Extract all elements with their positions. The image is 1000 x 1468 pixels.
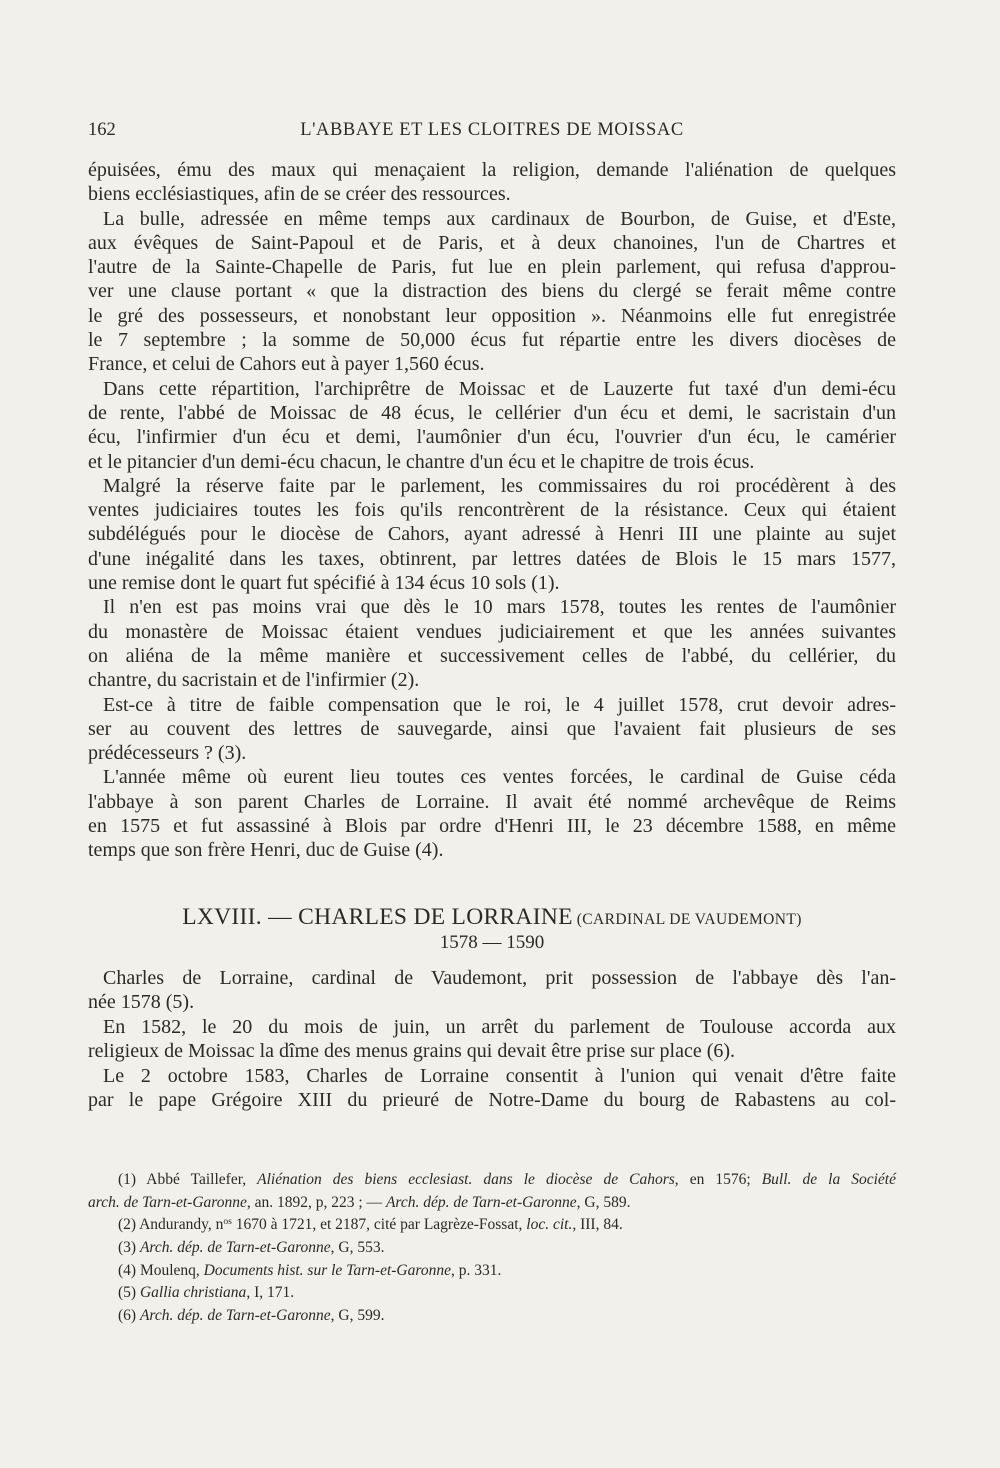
- text-line: Dans cette répartition, l'archiprêtre de Moissac et de Lauzerte fut taxé d'un demi-écu: [103, 377, 896, 400]
- footnote-citation-title: Documents hist. sur le Tarn-et-Garonne: [203, 1261, 451, 1279]
- main-text-before-heading: [88, 158, 896, 863]
- text-line: La bulle, adressée en même temps aux cardinaux de Bourbon, de Guise, et d'Este,: [103, 207, 896, 230]
- footnote-text: , G, 589.: [576, 1193, 631, 1211]
- footnote-text: , an. 1892, p, 223 ; —: [246, 1193, 386, 1211]
- text-line: subdélégués pour le diocèse de Cahors, ayant adressé à Henri III une plainte au sujet: [88, 523, 896, 546]
- text-line: écu, l'infirmier d'un écu et demi, l'aumônier d'un écu, l'ouvrier d'un écu, le camérier: [88, 426, 896, 449]
- text-line: Malgré la réserve faite par le parlement, les commissaires du roi procédèrent à des: [103, 474, 896, 497]
- text-line: une remise dont le quart fut spécifié à 134 écus 10 sols (1).: [88, 572, 560, 595]
- text-line: de rente, l'abbé de Moissac de 48 écus, le cellérier d'un écu et demi, le sacristain d'un: [88, 401, 896, 424]
- text-line: en 1575 et fut assassiné à Blois par ordre d'Henri III, le 23 décembre 1588, en même: [88, 815, 896, 838]
- footnote-line: [88, 1169, 896, 1192]
- footnote-line: [88, 1237, 896, 1260]
- footnote-text: (5): [118, 1284, 140, 1302]
- paragraph: [88, 765, 896, 862]
- text-line: ventes judiciaires toutes les fois qu'ils rencontrèrent de la résistance. Ceux qui étaient: [88, 499, 896, 522]
- text-line: et le pitancier d'un demi-écu chacun, le chantre d'un écu et le chapitre de trois écus.: [88, 450, 755, 473]
- text-line: Est-ce à titre de faible compensation que le roi, le 4 juillet 1578, crut devoir adres-: [103, 693, 896, 716]
- paragraph: [88, 595, 896, 692]
- paragraph: [88, 207, 896, 377]
- footnote: [88, 1237, 896, 1260]
- footnote-text: , G, 553.: [330, 1238, 385, 1256]
- text-line: prédécesseurs ? (3).: [88, 742, 247, 765]
- footnote: [88, 1282, 896, 1305]
- footnote: [88, 1305, 896, 1328]
- footnote-citation-title: Arch. dép. de Tarn-et-Garonne: [139, 1238, 331, 1256]
- footnote-text: os: [223, 1216, 232, 1228]
- footnote-citation-title: loc. cit.: [526, 1216, 573, 1234]
- paragraph: [88, 377, 896, 474]
- footnote-citation-title: Arch. dép. de Tarn-et-Garonne: [139, 1306, 331, 1324]
- footnote-citation-title: Aliénation des biens ecclesiast. dans le diocèse de Cahors: [257, 1171, 675, 1188]
- text-line: née 1578 (5).: [88, 991, 195, 1014]
- footnote: [88, 1169, 896, 1214]
- section-dates: 1578 — 1590: [439, 932, 545, 953]
- footnote-text: , G, 599.: [330, 1306, 385, 1324]
- footnote-line: [88, 1305, 896, 1328]
- text-line: du monastère de Moissac étaient vendues judiciairement et que les années suivantes: [88, 620, 896, 643]
- footnote-citation-title: arch. de Tarn-et-Garonne: [88, 1193, 247, 1211]
- text-line: le 7 septembre ; la somme de 50,000 écus fut répartie entre les divers diocèses de: [88, 329, 896, 352]
- text-line: En 1582, le 20 du mois de juin, un arrêt du parlement de Toulouse accorda aux: [103, 1015, 896, 1038]
- text-line: biens ecclésiastiques, afin de se créer des ressources.: [88, 183, 511, 206]
- text-line: religieux de Moissac la dîme des menus grains qui devait être prise sur place (6).: [88, 1040, 736, 1063]
- footnote-line: [88, 1192, 896, 1215]
- footnote-line: [88, 1282, 896, 1305]
- text-line: France, et celui de Cahors eut à payer 1,560 écus.: [88, 353, 485, 376]
- footnote-text: 1670 à 1721, et 2187, cité par Lagrèze-Fossat,: [231, 1216, 527, 1234]
- page-number: 162: [88, 120, 116, 140]
- footnote-citation-title: Bull. de la Société: [761, 1171, 896, 1188]
- text-line: le gré des possesseurs, et nonobstant leur opposition ». Néanmoins elle fut enregistrée: [88, 304, 896, 327]
- text-line: aux évêques de Saint-Papoul et de Paris, et à deux chanoines, l'un de Chartres et: [88, 231, 896, 254]
- section-heading: [88, 902, 896, 932]
- text-line: l'autre de la Sainte-Chapelle de Paris, fut lue en plein parlement, qui refusa d'approu-: [88, 256, 896, 279]
- footnote-text: , en 1576;: [674, 1171, 762, 1188]
- section-subtitle: (CARDINAL DE VAUDEMONT): [576, 911, 802, 928]
- footnote-text: , I, 171.: [246, 1284, 295, 1302]
- footnote-citation-title: Gallia christiana: [139, 1284, 247, 1302]
- footnote-text: (6): [118, 1306, 140, 1324]
- running-header: [88, 118, 896, 142]
- running-title: L'ABBAYE ET LES CLOITRES DE MOISSAC: [300, 120, 684, 140]
- text-line: ver une clause portant « que la distraction des biens du clergé se ferait même contre: [88, 280, 896, 303]
- footnote-text: (3): [118, 1238, 140, 1256]
- text-line: l'abbaye à son parent Charles de Lorraine. Il avait été nommé archevêque de Reims: [88, 790, 896, 813]
- text-line: Charles de Lorraine, cardinal de Vaudemont, prit possession de l'abbaye dès l'an-: [103, 967, 896, 989]
- footnote-citation-title: Arch. dép. de Tarn-et-Garonne: [385, 1193, 577, 1211]
- paragraph: [88, 1064, 896, 1113]
- paragraph: [88, 158, 896, 207]
- section-title: LXVIII. — CHARLES DE LORRAINE: [182, 904, 573, 930]
- paragraph: [88, 474, 896, 595]
- text-line: Le 2 octobre 1583, Charles de Lorraine consentit à l'union qui venait d'être faite: [103, 1064, 896, 1087]
- text-line: Il n'en est pas moins vrai que dès le 10 mars 1578, toutes les rentes de l'aumônier: [103, 596, 896, 619]
- footnote-text: , p. 331.: [450, 1261, 502, 1279]
- footnote-text: (4) Moulenq,: [118, 1261, 204, 1279]
- footnote: [88, 1214, 896, 1237]
- text-line: chantre, du sacristain et de l'infirmier (2).: [88, 669, 420, 692]
- paragraph: [88, 966, 896, 1015]
- text-line: épuisées, ému des maux qui menaçaient la religion, demande l'aliénation de quelques: [88, 159, 896, 181]
- paragraph: [88, 1015, 896, 1064]
- footnote-text: , III, 84.: [572, 1216, 623, 1234]
- text-line: temps que son frère Henri, duc de Guise (4).: [88, 839, 444, 862]
- text-line: L'année même où eurent lieu toutes ces ventes forcées, le cardinal de Guise céda: [103, 766, 896, 789]
- main-text-after-heading: [88, 966, 896, 1112]
- footnote-text: (2) Andurandy, n: [118, 1216, 224, 1234]
- text-line: d'une inégalité dans les taxes, obtinrent, par lettres datées de Blois le 15 mars 1577,: [88, 547, 896, 570]
- footnote-text: (1) Abbé Taillefer,: [118, 1171, 258, 1188]
- footnotes: [88, 1169, 896, 1328]
- text-line: ser au couvent des lettres de sauvegarde, ainsi que l'avaient fait plusieurs de ses: [88, 717, 896, 740]
- text-line: par le pape Grégoire XIII du prieuré de Notre-Dame du bourg de Rabastens au col-: [88, 1088, 896, 1111]
- text-line: on aliéna de la même manière et successivement celles de l'abbé, du cellérier, du: [88, 644, 896, 667]
- footnote: [88, 1260, 896, 1283]
- footnote-line: [88, 1214, 896, 1237]
- footnote-line: [88, 1260, 896, 1283]
- paragraph: [88, 693, 896, 766]
